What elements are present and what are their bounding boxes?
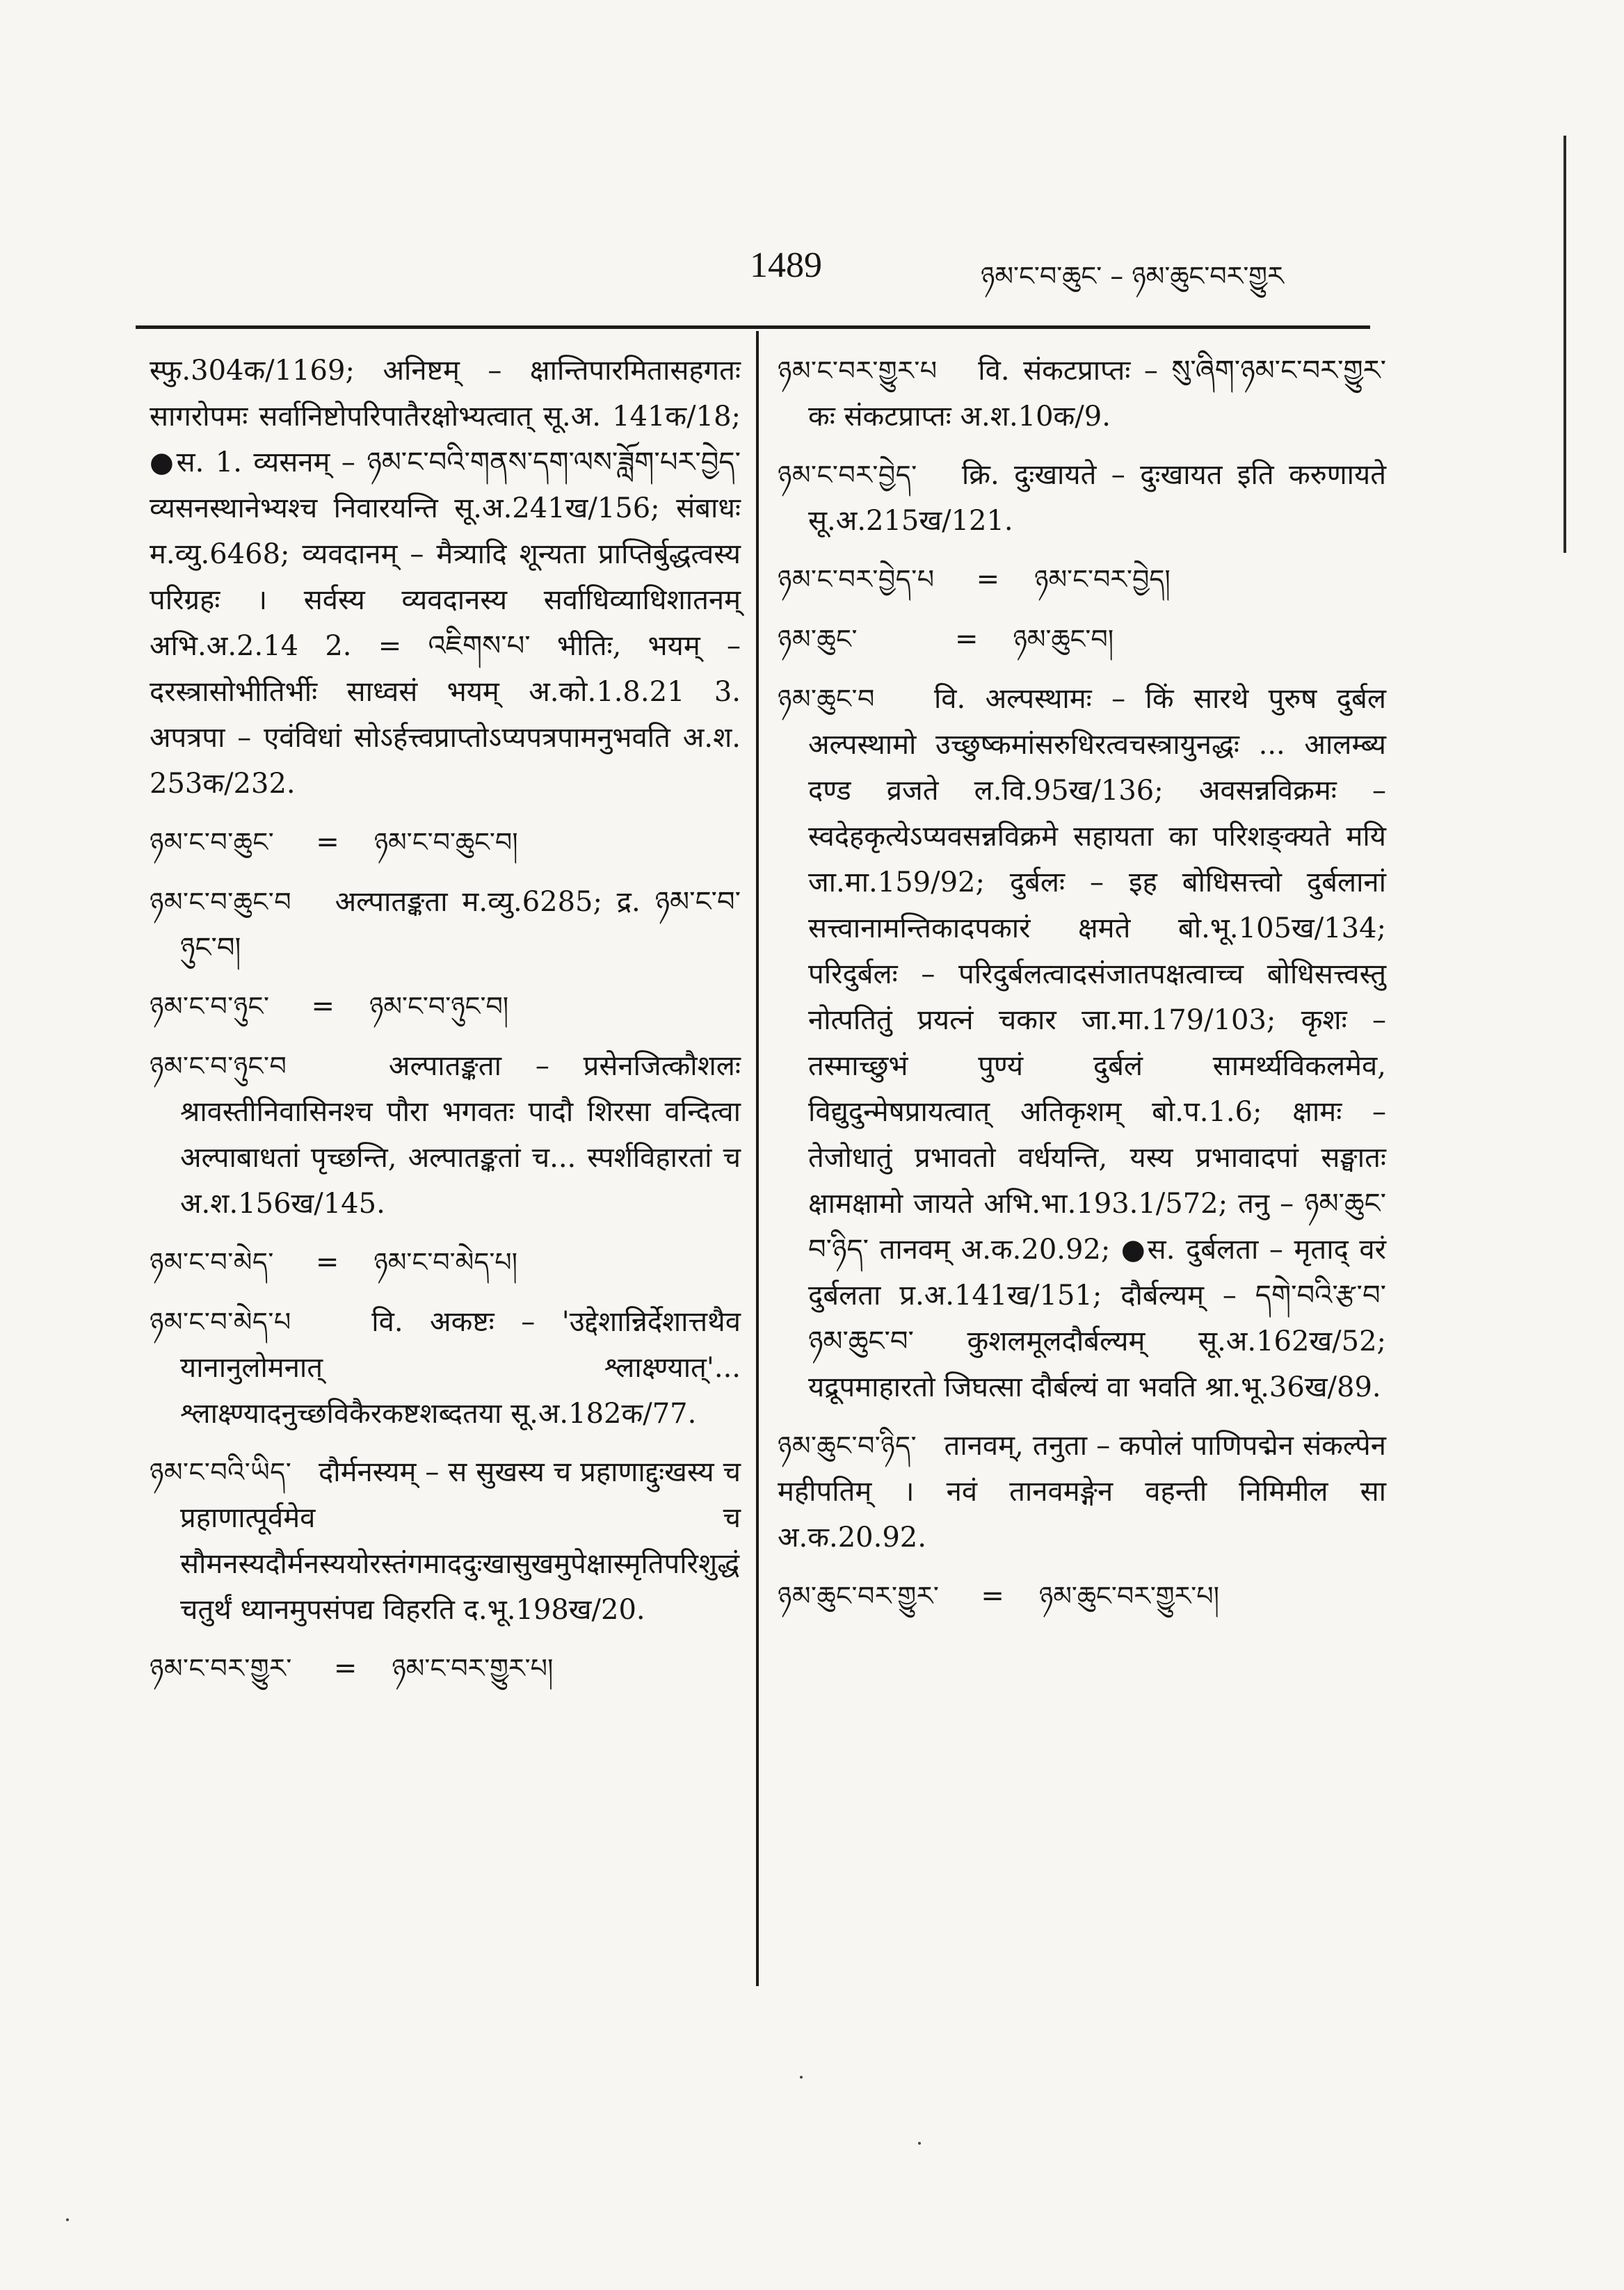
entry-headword: ཉམ་ཆུང་བ bbox=[778, 684, 875, 714]
entry-definition: तानवम्, तनुता – कपोलं पाणिपद्मेन संकल्पेन महीपतिम् । नवं तानवमङ्गेन वहन्ती निमिमील सा अ.क.20.92. bbox=[778, 1430, 1386, 1554]
cross-reference bbox=[150, 819, 741, 865]
scan-speck bbox=[66, 2218, 69, 2221]
running-head: ཉམ་ང་བ་ཆུང་ – ཉམ་ཆུང་བར་གྱུར bbox=[981, 261, 1284, 291]
equals-sign: = bbox=[333, 1652, 357, 1684]
entry-headword: ཉམ་ཆུང་བ་ཉིད་ bbox=[778, 1430, 917, 1461]
equals-sign: = bbox=[976, 563, 1000, 595]
equals-sign: = bbox=[316, 826, 339, 858]
entry-headword: ཉམ་ང་བར་གྱུར་པ bbox=[778, 355, 938, 386]
entry-headword: ཉམ་ང་བ་ཆུང་བ bbox=[150, 887, 292, 917]
entry-headword: ཉམ་ང་བ་ཉུང་བ bbox=[150, 1051, 287, 1081]
entry-headword: ཉམ་ང་བར་གྱུར་ bbox=[150, 1653, 292, 1684]
equals-sign: = bbox=[981, 1580, 1004, 1612]
dictionary-entry bbox=[150, 1449, 741, 1633]
left-column bbox=[150, 348, 741, 1705]
header-rule bbox=[136, 325, 1370, 329]
dictionary-entry bbox=[150, 1299, 741, 1437]
reference-target: ཉམ་ཆུང་བ། bbox=[1013, 624, 1114, 654]
entry-headword: ཉམ་ང་བ་མེད་པ bbox=[150, 1307, 291, 1337]
page-number: 1489 bbox=[750, 245, 822, 285]
reference-target: ཉམ་ང་བ་ཆུང་བ། bbox=[373, 827, 518, 857]
dictionary-entry bbox=[150, 879, 741, 971]
equals-sign: = bbox=[954, 623, 979, 655]
binding-edge-mark bbox=[1563, 136, 1566, 553]
right-column bbox=[778, 348, 1386, 1633]
entry-definition: वि. अल्पस्थामः – किं सारथे पुरुष दुर्बल अल्पस्थामो उच्छुष्कमांसरुधिरत्वचस्त्रायुनद्धः ... आलम्ब्य दण्ड व्रजते ल.वि.95ख/136; अवसन्नविक्रमः – स्वदेहकृत्येऽप्यवसन्नविक्रमे सहायता का परिशङ्क्यते मयि जा.मा.159/92; दुर्बलः – इह बोधिसत्त्वो दुर्बलानां सत्त्वानामन्तिकादपकारं क्षमते बो.भू.105ख/134; परिदुर्बलः – परिदुर्बलत्वादसंजातपक्षत्वाच्च बोधिसत्त्वस्तु नोत्पतितुं प्रयत्नं चकार जा.मा.179/103; कृशः – तस्माच्छुभं पुण्यं दुर्बलं सामर्थ्यविकलमेव, विद्युदुन्मेषप्रायत्वात् अतिकृशम् बो.प.1.6; क्षामः – तेजोधातुं प्रभावतो वर्धयन्ति, यस्य प्रभावादपां सङ्घातः क्षामक्षामो जायते अभि.भा.193.1/572; तनु – ཉམ་ཆུང་བ་ཉིད་ तानवम् अ.क.20.92; ●स. दुर्बलता – मृताद् वरं दुर्बलता प्र.अ.141ख/151; दौर्बल्यम् – དགེ་བའི་རྩ་བ་ཉམ་ཆུང་བ་ कुशलमूलदौर्बल्यम् सू.अ.162ख/52; यद्रूपमाहारतो जिघत्सा दौर्बल्यं वा भवति श्रा.भू.36ख/89. bbox=[808, 683, 1386, 1403]
dictionary-entry bbox=[778, 348, 1386, 440]
entry-headword: ཉམ་ང་བར་བྱེད་ bbox=[778, 460, 917, 490]
reference-target: ཉམ་ཆུང་བར་གྱུར་པ། bbox=[1038, 1581, 1220, 1611]
column-divider bbox=[756, 331, 759, 1986]
entry-headword: ཉམ་ང་བར་བྱེད་པ bbox=[778, 564, 935, 595]
reference-target: ཉམ་ང་བ་མེད་པ། bbox=[373, 1247, 518, 1277]
dictionary-entry bbox=[778, 1423, 1386, 1561]
entry-definition: दौर्मनस्यम् – स सुखस्य च प्रहाणाद्दुःखस्य च प्रहाणात्पूर्वमेव च सौमनस्यदौर्मनस्ययोरस्तंगमाददुःखासुखमुपेक्षास्मृतिपरिशुद्धं चतुर्थं ध्यानमुपसंपद्य विहरति द.भू.198ख/20. bbox=[180, 1456, 741, 1626]
scan-speck bbox=[918, 2142, 921, 2145]
entry-headword: ཉམ་ང་བའི་ཡིད་ bbox=[150, 1457, 292, 1487]
dictionary-entry bbox=[778, 676, 1386, 1410]
cross-reference bbox=[778, 556, 1386, 602]
cross-reference bbox=[778, 616, 1386, 662]
equals-sign: = bbox=[315, 1246, 339, 1278]
equals-sign: = bbox=[311, 990, 335, 1022]
entry-headword: ཉམ་ང་བ་ཉུང་ bbox=[150, 991, 270, 1022]
entry-headword: ཉམ་ཆུང་བར་གྱུར་ bbox=[778, 1581, 940, 1611]
cross-reference bbox=[150, 1645, 741, 1691]
reference-target: ཉམ་ང་བར་གྱུར་པ། bbox=[392, 1653, 554, 1684]
entry-headword: ཉམ་ཆུང་ bbox=[778, 624, 858, 654]
reference-target: ཉམ་ང་བ་ཉུང་བ། bbox=[369, 991, 509, 1022]
entry-headword: ཉམ་ང་བ་མེད་ bbox=[150, 1247, 274, 1277]
entry-definition: वि. अकष्टः – 'उद्देशान्निर्देशात्तथैव यानानुलोमनात् श्लाक्ष्ण्यात्'... श्लाक्ष्ण्यादनुच्छविकैरकष्टशब्दतया सू.अ.182क/77. bbox=[180, 1306, 741, 1430]
dictionary-entry bbox=[150, 1043, 741, 1227]
scan-speck bbox=[800, 2076, 803, 2079]
continued-entry-text: स्फु.304क/1169; अनिष्टम् – क्षान्तिपारमितासहगतः सागरोपमः सर्वानिष्टोपरिपातैरक्षोभ्यत्वात् सू.अ. 141क/18; ●स. 1. व्यसनम् – ཉམ་ང་བའི་གནས་དག་ལས་ཟློག་པར་བྱེད་ व्यसनस्थानेभ्यश्च निवारयन्ति सू.अ.241ख/156; संबाधः म.व्यु.6468; व्यवदानम् – मैत्र्यादि शून्यता प्राप्तिर्बुद्धत्वस्य परिग्रहः । सर्वस्य व्यवदानस्य सर्वाधिव्याधिशातनम् अभि.अ.2.14 2. = འཇིགས་པ་ भीतिः, भयम् – दरस्त्रासोभीतिर्भीः साध्वसं भयम् अ.को.1.8.21 3. अपत्रपा – एवंविधां सोऽर्हत्त्वप्राप्तोऽप्यपत्रपामनुभवति अ.श. 253क/232. bbox=[150, 355, 741, 800]
dictionary-entry bbox=[778, 452, 1386, 544]
cross-reference bbox=[150, 983, 741, 1029]
entry-definition: क्रि. दुःखायते – दुःखायत इति करुणायते सू.अ.215ख/121. bbox=[808, 459, 1386, 537]
entry-definition: अल्पातङ्कता म.व्यु.6285; द्र. ཉམ་ང་བ་ཉུང་བ། bbox=[180, 886, 741, 964]
reference-target: ཉམ་ང་བར་བྱེད། bbox=[1034, 564, 1171, 595]
entry-definition: अल्पातङ्कता – प्रसेनजित्कौशलः श्रावस्तीनिवासिनश्च पौरा भगवतः पादौ शिरसा वन्दित्वा अल्पाबाधतां पृच्छन्ति, अल्पातङ्कतां च... स्पर्शविहारतां च अ.श.156ख/145. bbox=[180, 1050, 741, 1220]
entry-definition: वि. संकटप्राप्तः – སུ་ཞིག་ཉམ་ང་བར་གྱུར་ कः संकटप्राप्तः अ.श.10क/9. bbox=[808, 355, 1386, 433]
cross-reference bbox=[150, 1239, 741, 1285]
entry-headword: ཉམ་ང་བ་ཆུང་ bbox=[150, 827, 275, 857]
cross-reference bbox=[778, 1573, 1386, 1619]
